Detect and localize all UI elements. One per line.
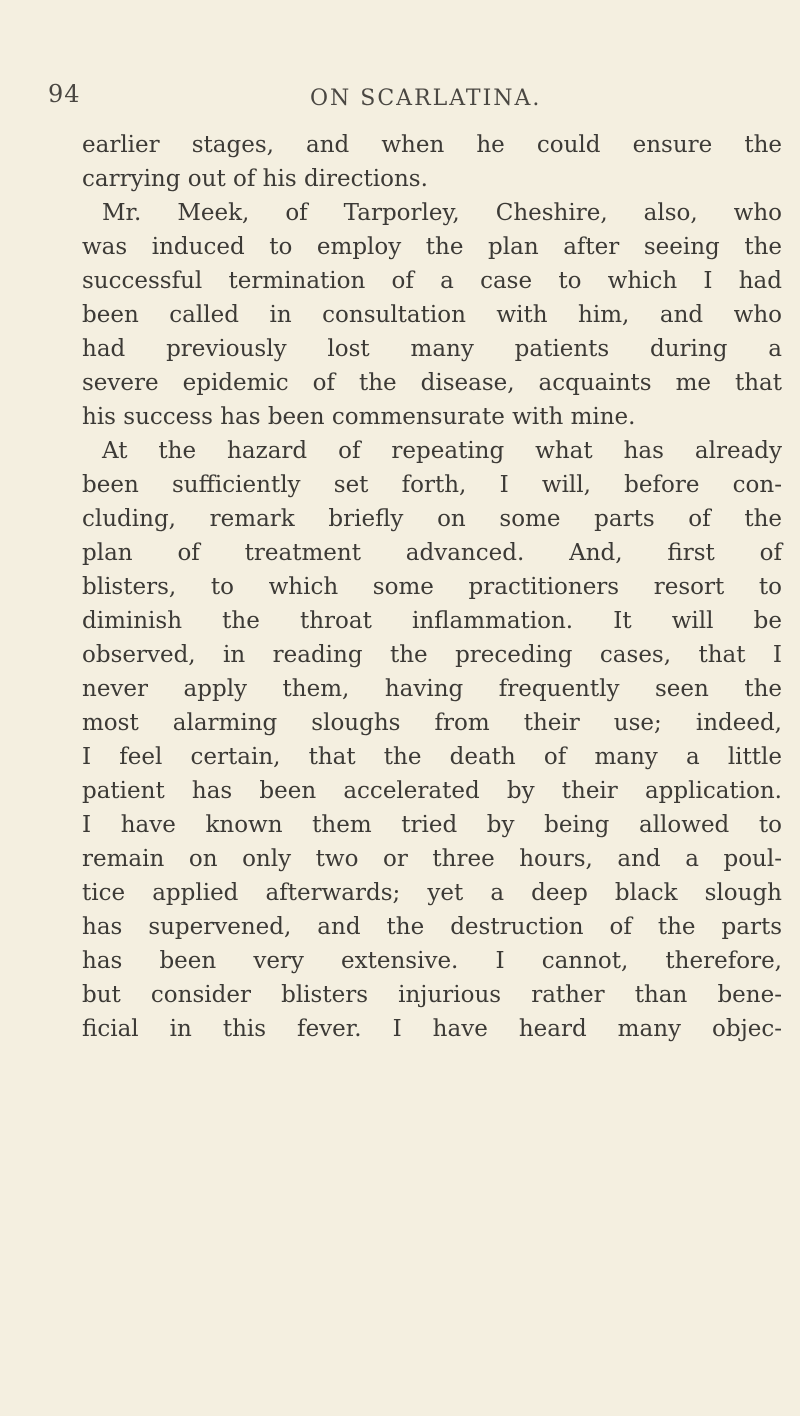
text-line: successful termination of a case to which I had bbox=[82, 268, 782, 294]
text-line: At the hazard of repeating what has already bbox=[102, 438, 782, 464]
text-line: most alarming sloughs from their use; indeed, bbox=[82, 710, 782, 736]
text-line: blisters, to which some practitioners resort to bbox=[82, 574, 782, 600]
text-line: has been very extensive. I cannot, therefore, bbox=[82, 948, 782, 974]
text-line: tice applied afterwards; yet a deep black slough bbox=[82, 880, 782, 906]
text-line: observed, in reading the preceding cases, that I bbox=[82, 642, 782, 668]
text-line: had previously lost many patients during a bbox=[82, 336, 782, 362]
text-line: earlier stages, and when he could ensure the bbox=[82, 132, 782, 158]
text-line: cluding, remark briefly on some parts of the bbox=[82, 506, 782, 532]
text-line: his success has been commensurate with mine. bbox=[82, 404, 636, 430]
running-head: ON SCARLATINA. bbox=[310, 86, 542, 111]
text-line: severe epidemic of the disease, acquaints me that bbox=[82, 370, 782, 396]
text-line: carrying out of his directions. bbox=[82, 166, 428, 192]
text-line: I have known them tried by being allowed to bbox=[82, 812, 782, 838]
text-line: has supervened, and the destruction of the parts bbox=[82, 914, 782, 940]
text-line: diminish the throat inflammation. It will be bbox=[82, 608, 782, 634]
text-line: was induced to employ the plan after seeing the bbox=[82, 234, 782, 260]
text-line: I feel certain, that the death of many a little bbox=[82, 744, 782, 770]
text-line: but consider blisters injurious rather than bene- bbox=[82, 982, 782, 1008]
text-line: Mr. Meek, of Tarporley, Cheshire, also, who bbox=[102, 200, 782, 226]
text-line: ficial in this fever. I have heard many objec- bbox=[82, 1016, 782, 1042]
text-line: plan of treatment advanced. And, first of bbox=[82, 540, 782, 566]
text-line: never apply them, having frequently seen the bbox=[82, 676, 782, 702]
text-line: patient has been accelerated by their application. bbox=[82, 778, 782, 804]
page-number: 94 bbox=[48, 80, 81, 108]
text-line: been called in consultation with him, and who bbox=[82, 302, 782, 328]
text-line: remain on only two or three hours, and a poul- bbox=[82, 846, 782, 872]
text-line: been sufficiently set forth, I will, before con- bbox=[82, 472, 782, 498]
body-text bbox=[82, 128, 782, 1046]
